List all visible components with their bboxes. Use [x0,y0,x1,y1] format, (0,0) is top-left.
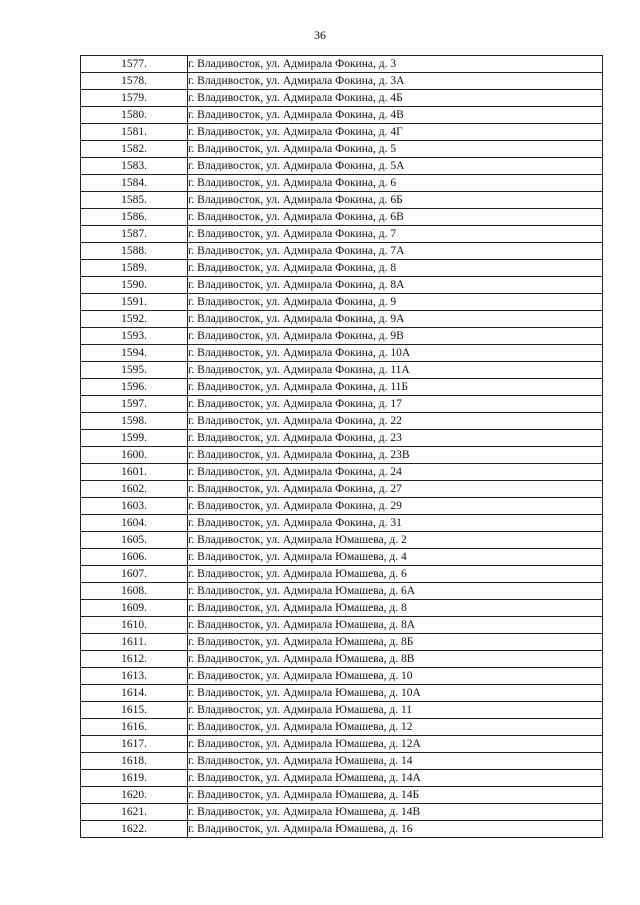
row-number: 1580. [81,107,188,124]
row-number: 1599. [81,430,188,447]
row-number: 1620. [81,787,188,804]
row-number: 1614. [81,685,188,702]
row-address: г. Владивосток, ул. Адмирала Фокина, д. 9А [188,311,603,328]
row-number: 1608. [81,583,188,600]
row-address: г. Владивосток, ул. Адмирала Фокина, д. 5 [188,141,603,158]
row-number: 1605. [81,532,188,549]
row-number: 1590. [81,277,188,294]
row-address: г. Владивосток, ул. Адмирала Фокина, д. 8А [188,277,603,294]
row-address: г. Владивосток, ул. Адмирала Юмашева, д. 10А [188,685,603,702]
row-number: 1593. [81,328,188,345]
table-row [81,804,603,821]
row-address: г. Владивосток, ул. Адмирала Фокина, д. 7 [188,226,603,243]
row-number: 1618. [81,753,188,770]
table-row [81,549,603,566]
row-number: 1598. [81,413,188,430]
table-row [81,634,603,651]
row-address: г. Владивосток, ул. Адмирала Юмашева, д. 8А [188,617,603,634]
table-row [81,90,603,107]
row-number: 1589. [81,260,188,277]
address-table-body [81,56,603,838]
row-address: г. Владивосток, ул. Адмирала Фокина, д. 11А [188,362,603,379]
table-row [81,685,603,702]
row-number: 1617. [81,736,188,753]
row-address: г. Владивосток, ул. Адмирала Юмашева, д. 10 [188,668,603,685]
table-row [81,447,603,464]
row-number: 1587. [81,226,188,243]
row-number: 1622. [81,821,188,838]
row-address: г. Владивосток, ул. Адмирала Фокина, д. 3 [188,56,603,73]
table-row [81,260,603,277]
row-number: 1603. [81,498,188,515]
row-number: 1578. [81,73,188,90]
table-row [81,651,603,668]
row-address: г. Владивосток, ул. Адмирала Юмашева, д. 8 [188,600,603,617]
table-row [81,379,603,396]
table-row [81,481,603,498]
table-row [81,600,603,617]
table-row [81,192,603,209]
table-row [81,515,603,532]
table-row [81,668,603,685]
row-address: г. Владивосток, ул. Адмирала Фокина, д. 3А [188,73,603,90]
page-number: 36 [314,28,326,42]
table-row [81,566,603,583]
row-number: 1611. [81,634,188,651]
row-address: г. Владивосток, ул. Адмирала Фокина, д. 27 [188,481,603,498]
row-number: 1586. [81,209,188,226]
row-address: г. Владивосток, ул. Адмирала Фокина, д. 8 [188,260,603,277]
row-address: г. Владивосток, ул. Адмирала Фокина, д. 17 [188,396,603,413]
table-row [81,770,603,787]
row-number: 1612. [81,651,188,668]
row-address: г. Владивосток, ул. Адмирала Юмашева, д. 16 [188,821,603,838]
row-number: 1604. [81,515,188,532]
row-address: г. Владивосток, ул. Адмирала Фокина, д. 31 [188,515,603,532]
row-number: 1621. [81,804,188,821]
row-address: г. Владивосток, ул. Адмирала Юмашева, д. 4 [188,549,603,566]
row-address: г. Владивосток, ул. Адмирала Фокина, д. 9В [188,328,603,345]
row-number: 1600. [81,447,188,464]
row-address: г. Владивосток, ул. Адмирала Фокина, д. 7А [188,243,603,260]
table-row [81,753,603,770]
row-number: 1606. [81,549,188,566]
address-table [80,55,603,838]
table-row [81,124,603,141]
row-address: г. Владивосток, ул. Адмирала Фокина, д. 9 [188,294,603,311]
row-address: г. Владивосток, ул. Адмирала Юмашева, д. 12А [188,736,603,753]
table-row [81,498,603,515]
row-address: г. Владивосток, ул. Адмирала Юмашева, д. 11 [188,702,603,719]
table-row [81,430,603,447]
table-row [81,311,603,328]
table-row [81,583,603,600]
row-number: 1591. [81,294,188,311]
table-row [81,413,603,430]
row-number: 1588. [81,243,188,260]
table-row [81,787,603,804]
row-number: 1584. [81,175,188,192]
row-address: г. Владивосток, ул. Адмирала Фокина, д. 4Г [188,124,603,141]
row-number: 1596. [81,379,188,396]
row-address: г. Владивосток, ул. Адмирала Юмашева, д. 12 [188,719,603,736]
row-address: г. Владивосток, ул. Адмирала Фокина, д. 11Б [188,379,603,396]
row-address: г. Владивосток, ул. Адмирала Юмашева, д. 14В [188,804,603,821]
table-row [81,107,603,124]
row-number: 1583. [81,158,188,175]
row-address: г. Владивосток, ул. Адмирала Юмашева, д. 8Б [188,634,603,651]
row-address: г. Владивосток, ул. Адмирала Фокина, д. 24 [188,464,603,481]
table-row [81,328,603,345]
row-number: 1597. [81,396,188,413]
row-number: 1610. [81,617,188,634]
table-row [81,158,603,175]
table-row [81,719,603,736]
row-address: г. Владивосток, ул. Адмирала Фокина, д. 23 [188,430,603,447]
row-number: 1619. [81,770,188,787]
table-row [81,226,603,243]
row-address: г. Владивосток, ул. Адмирала Юмашева, д. 14Б [188,787,603,804]
table-row [81,736,603,753]
table-row [81,175,603,192]
table-row [81,243,603,260]
row-number: 1615. [81,702,188,719]
row-number: 1594. [81,345,188,362]
row-address: г. Владивосток, ул. Адмирала Фокина, д. 29 [188,498,603,515]
table-row [81,277,603,294]
row-address: г. Владивосток, ул. Адмирала Юмашева, д. 14 [188,753,603,770]
row-address: г. Владивосток, ул. Адмирала Юмашева, д. 8В [188,651,603,668]
row-number: 1601. [81,464,188,481]
row-address: г. Владивосток, ул. Адмирала Фокина, д. 4В [188,107,603,124]
row-number: 1585. [81,192,188,209]
table-row [81,617,603,634]
table-row [81,209,603,226]
row-address: г. Владивосток, ул. Адмирала Юмашева, д. 6А [188,583,603,600]
row-address: г. Владивосток, ул. Адмирала Юмашева, д. 2 [188,532,603,549]
row-address: г. Владивосток, ул. Адмирала Фокина, д. 10А [188,345,603,362]
row-number: 1613. [81,668,188,685]
row-number: 1579. [81,90,188,107]
row-number: 1581. [81,124,188,141]
row-address: г. Владивосток, ул. Адмирала Фокина, д. 5А [188,158,603,175]
row-address: г. Владивосток, ул. Адмирала Фокина, д. 6Б [188,192,603,209]
table-row [81,821,603,838]
row-address: г. Владивосток, ул. Адмирала Фокина, д. 6В [188,209,603,226]
table-row [81,294,603,311]
row-address: г. Владивосток, ул. Адмирала Фокина, д. 6 [188,175,603,192]
row-address: г. Владивосток, ул. Адмирала Юмашева, д. 14А [188,770,603,787]
row-address: г. Владивосток, ул. Адмирала Фокина, д. 22 [188,413,603,430]
table-row [81,532,603,549]
table-row [81,141,603,158]
table-row [81,345,603,362]
row-number: 1602. [81,481,188,498]
row-number: 1607. [81,566,188,583]
row-address: г. Владивосток, ул. Адмирала Фокина, д. 4Б [188,90,603,107]
row-number: 1595. [81,362,188,379]
row-number: 1577. [81,56,188,73]
table-row [81,396,603,413]
row-number: 1609. [81,600,188,617]
row-number: 1582. [81,141,188,158]
row-number: 1592. [81,311,188,328]
row-address: г. Владивосток, ул. Адмирала Юмашева, д. 6 [188,566,603,583]
table-row [81,362,603,379]
table-row [81,702,603,719]
row-address: г. Владивосток, ул. Адмирала Фокина, д. 23В [188,447,603,464]
table-row [81,56,603,73]
row-number: 1616. [81,719,188,736]
table-row [81,73,603,90]
table-row [81,464,603,481]
